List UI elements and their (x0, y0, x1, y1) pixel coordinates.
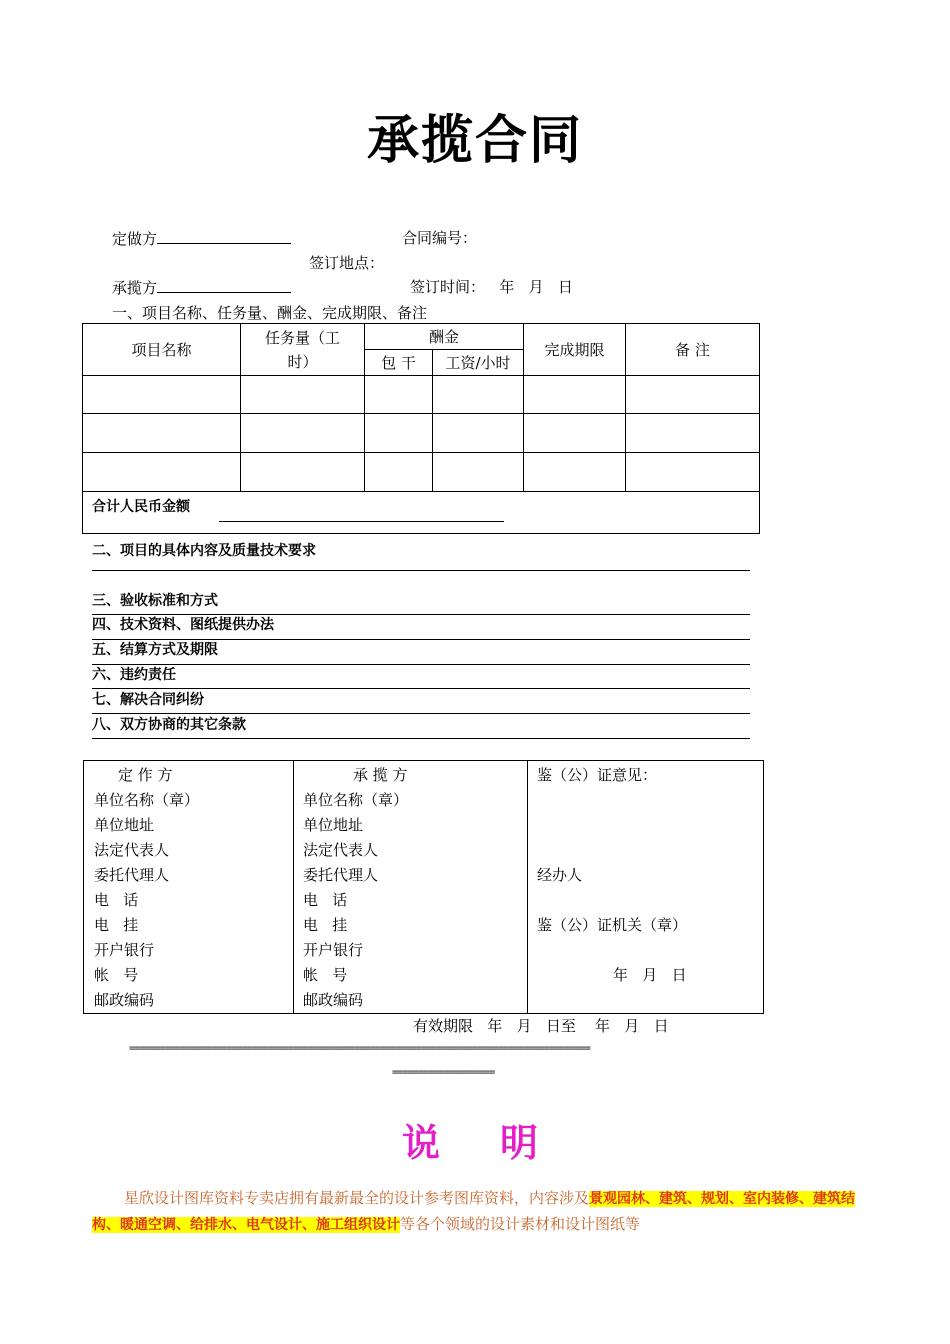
sign-time-label: 签订时间： (410, 278, 486, 296)
field-label: 开户银行 (94, 941, 155, 959)
total-amount-blank[interactable] (219, 521, 504, 522)
table-cell[interactable] (524, 376, 626, 414)
table-cell[interactable] (524, 453, 626, 492)
col-hourly-header: 工资/小时 (433, 350, 524, 376)
col-deadline-header: 完成期限 (524, 324, 626, 376)
notice-highlight: 景观园林、建筑、规划、室内装修、建筑结构、暖通空调、给排水、电气设计、施工组织设计 (92, 1191, 856, 1233)
table-row (83, 414, 760, 453)
field-label: 单位名称（章） (94, 791, 200, 809)
table-cell[interactable] (626, 453, 760, 492)
field-label: 电 话 (94, 891, 139, 909)
field-label: 法定代表人 (94, 841, 170, 859)
sign-place-label: 签订地点： (309, 254, 385, 272)
contractor-label: 承揽方 (112, 279, 158, 297)
table-cell[interactable] (626, 376, 760, 414)
section1-title: 一、项目名称、任务量、酬金、完成期限、备注 (112, 304, 428, 322)
section-title: 三、验收标准和方式 (92, 593, 218, 609)
sign-time-date: 年 月 日 (499, 278, 573, 296)
separator-line: ========================================================================================== (129, 1043, 590, 1054)
section-title: 二、项目的具体内容及质量技术要求 (92, 543, 316, 559)
field-label: 帐 号 (303, 966, 348, 984)
total-amount-row (83, 492, 760, 534)
total-amount-label: 合计人民币金额 (92, 499, 190, 515)
col-pay-header: 酬金 (365, 324, 524, 350)
section-title: 七、解决合同纠纷 (92, 692, 204, 708)
table-row (83, 453, 760, 492)
table-cell[interactable] (83, 414, 241, 453)
field-label: 电 挂 (303, 916, 348, 934)
document-title: 承揽合同 (366, 110, 583, 171)
table-cell[interactable] (626, 414, 760, 453)
table-cell[interactable] (433, 414, 524, 453)
handler-label: 经办人 (537, 866, 583, 884)
ordering-party-field (112, 227, 291, 249)
project-table (82, 323, 760, 534)
field-label: 单位名称（章） (303, 791, 409, 809)
field-label: 单位地址 (94, 816, 155, 834)
table-cell[interactable] (83, 453, 241, 492)
field-label: 委托代理人 (94, 866, 170, 884)
col1-header: 定 作 方 (118, 766, 173, 784)
parties-table (83, 760, 764, 1014)
col-workload-header: 任务量（工时） (241, 324, 365, 376)
table-cell[interactable] (433, 453, 524, 492)
notice-paragraph (92, 1186, 862, 1238)
notary-date: 年 月 日 (613, 966, 687, 984)
table-cell[interactable] (524, 414, 626, 453)
notice-heading: 说明 (401, 1121, 598, 1165)
col-lump-header: 包 干 (365, 350, 433, 376)
table-cell[interactable] (365, 376, 433, 414)
field-label: 电 话 (303, 891, 348, 909)
contractor-column (294, 761, 528, 1014)
table-row (83, 376, 760, 414)
table-cell[interactable] (365, 414, 433, 453)
divider (92, 570, 750, 571)
field-label: 电 挂 (94, 916, 139, 934)
field-label: 帐 号 (94, 966, 139, 984)
notary-column (528, 761, 764, 1014)
validity-period: 有效期限 年 月 日至 年 月 日 (413, 1017, 669, 1035)
sign-time (410, 276, 573, 297)
divider (92, 738, 750, 739)
section-title: 五、结算方式及期限 (92, 642, 218, 658)
notice-text-end: 等各个领域的设计素材和设计图纸等 (400, 1215, 641, 1233)
contractor-blank[interactable] (157, 276, 291, 293)
table-cell[interactable] (241, 453, 365, 492)
table-cell[interactable] (241, 376, 365, 414)
field-label: 委托代理人 (303, 866, 379, 884)
table-cell[interactable] (83, 376, 241, 414)
field-label: 单位地址 (303, 816, 364, 834)
ordering-party-blank[interactable] (157, 227, 291, 244)
field-label: 开户银行 (303, 941, 364, 959)
contract-no-label: 合同编号： (402, 229, 478, 247)
ordering-party-column (84, 761, 294, 1014)
table-cell[interactable] (241, 414, 365, 453)
col2-header: 承 揽 方 (353, 766, 408, 784)
notary-opinion-label: 鉴（公）证意见： (537, 766, 658, 784)
separator-line: ==================== (392, 1067, 495, 1078)
section-title: 八、双方协商的其它条款 (92, 717, 246, 733)
field-label: 邮政编码 (303, 991, 364, 1009)
notary-authority-label: 鉴（公）证机关（章） (537, 916, 688, 934)
contractor-field (112, 276, 291, 298)
divider (92, 664, 750, 665)
field-label: 邮政编码 (94, 991, 155, 1009)
notice-text: 星欣设计图库资料专卖店拥有最新最全的设计参考图库资料，内容涉及 (124, 1189, 590, 1207)
ordering-party-label: 定做方 (112, 230, 158, 248)
section-title: 四、技术资料、图纸提供办法 (92, 617, 274, 633)
table-cell[interactable] (365, 453, 433, 492)
col-note-header: 备 注 (626, 324, 760, 376)
section-title: 六、违约责任 (92, 667, 176, 683)
col-project-header: 项目名称 (83, 324, 241, 376)
field-label: 法定代表人 (303, 841, 379, 859)
table-cell[interactable] (433, 376, 524, 414)
